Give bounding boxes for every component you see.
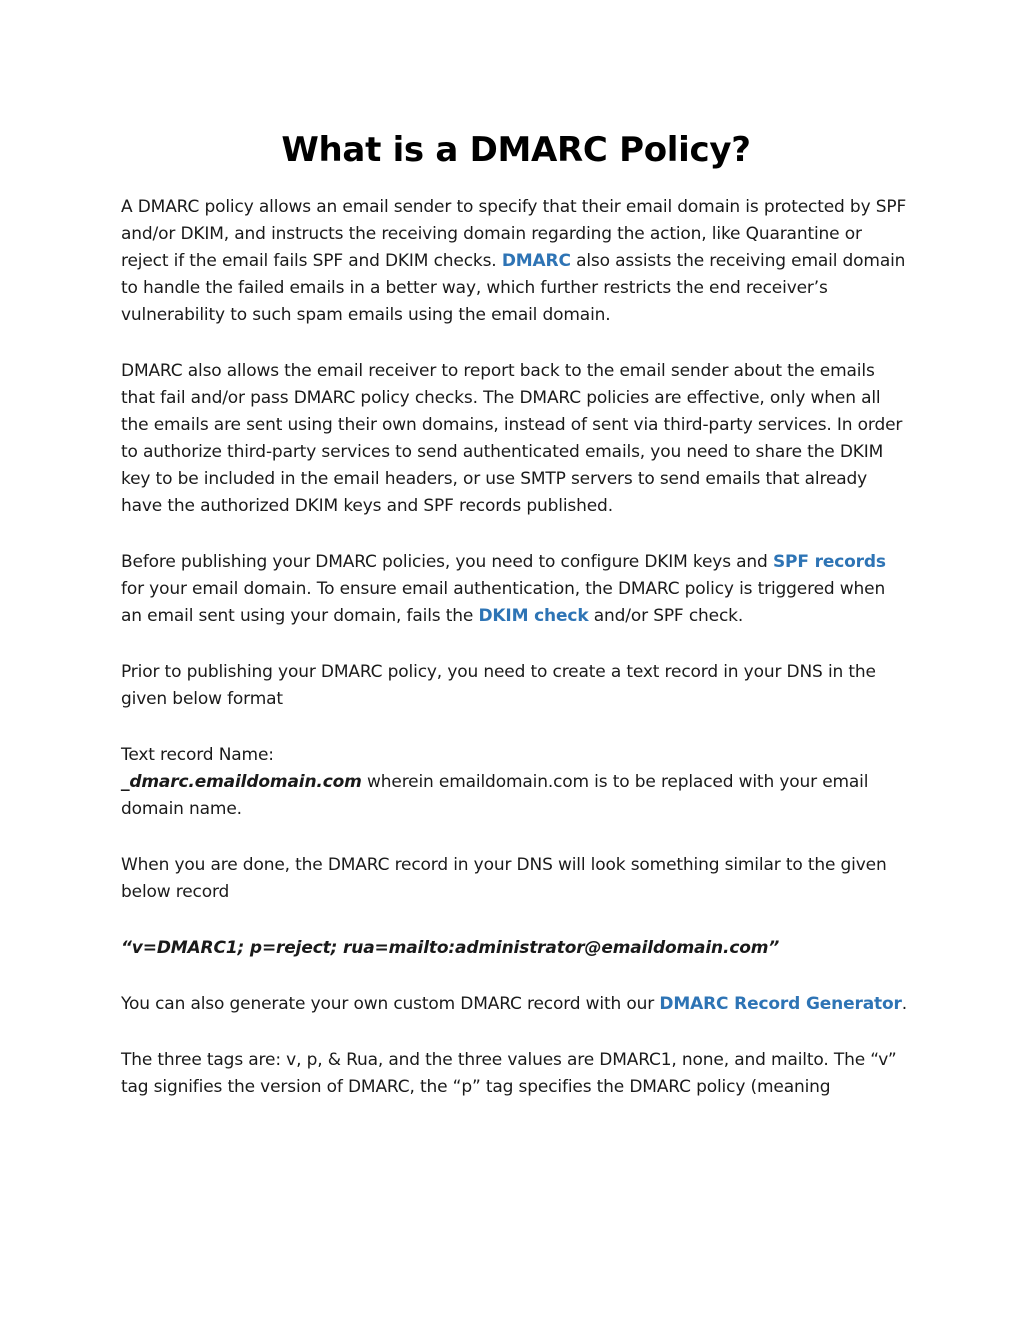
text-record-description: wherein emaildomain.com is to be replaced with your email domain name. <box>121 772 869 819</box>
paragraph-generator-text-b: . <box>901 994 908 1014</box>
dkim-check-link[interactable]: DKIM check <box>478 606 589 626</box>
paragraph-intro-text-a: A DMARC policy allows an email sender to specify that their email domain is protected by SPF and/or DKIM, and instructs the receiving domain regarding the action, like Quarantine or reject if the email fails SPF and DKIM checks. <box>121 197 907 271</box>
paragraph-reporting: DMARC also allows the email receiver to report back to the email sender about the emails that fail and/or pass DMARC policy checks. The DMARC policies are effective, only when all the emails are sent using their own domains, instead of sent via third-party services. In order to authorize third-party services to send authenticated emails, you need to share the DKIM key to be included in the email headers, or use SMTP servers to send emails that already have the authorized DKIM keys and SPF records published. <box>121 361 903 516</box>
paragraph-before-publishing-text-c: and/or SPF check. <box>588 606 744 626</box>
paragraph-intro-text-b: also assists the receiving email domain to handle the failed emails in a better way, which further restricts the end receiver’s vulnerability to such spam emails using the email domain. <box>121 251 906 325</box>
page-title: What is a DMARC Policy? <box>281 130 751 170</box>
dmarc-record-generator-link[interactable]: DMARC Record Generator <box>659 994 902 1014</box>
dmarc-record-example: “v=DMARC1; p=reject; rua=mailto:administrator@emaildomain.com” <box>121 938 780 958</box>
paragraph-generator <box>121 991 911 1018</box>
paragraph-before-publishing-text-a: Before publishing your DMARC policies, you need to configure DKIM keys and <box>121 552 773 572</box>
document-page <box>121 128 911 1130</box>
paragraph-tags: The three tags are: v, p, & Rua, and the three values are DMARC1, none, and mailto. The “v” tag signifies the version of DMARC, the “p” tag specifies the DMARC policy (meaning <box>121 1050 897 1097</box>
text-record-label: Text record Name: <box>121 745 274 765</box>
text-record-name: _dmarc.emaildomain.com <box>121 772 362 792</box>
paragraph-prior-publishing: Prior to publishing your DMARC policy, you need to create a text record in your DNS in the given below format <box>121 662 876 709</box>
dmarc-link[interactable]: DMARC <box>501 251 571 271</box>
paragraph-generator-text-a: You can also generate your own custom DMARC record with our <box>121 994 660 1014</box>
paragraph-before-publishing-text-b: for your email domain. To ensure email authentication, the DMARC policy is triggered when an email sent using your domain, fails the <box>121 579 886 626</box>
paragraph-text-record <box>121 742 911 823</box>
spf-records-link[interactable]: SPF records <box>772 552 886 572</box>
paragraph-before-publishing <box>121 549 911 630</box>
paragraph-record-example-intro: When you are done, the DMARC record in your DNS will look something similar to the given below record <box>121 855 887 902</box>
paragraph-intro <box>121 194 911 329</box>
